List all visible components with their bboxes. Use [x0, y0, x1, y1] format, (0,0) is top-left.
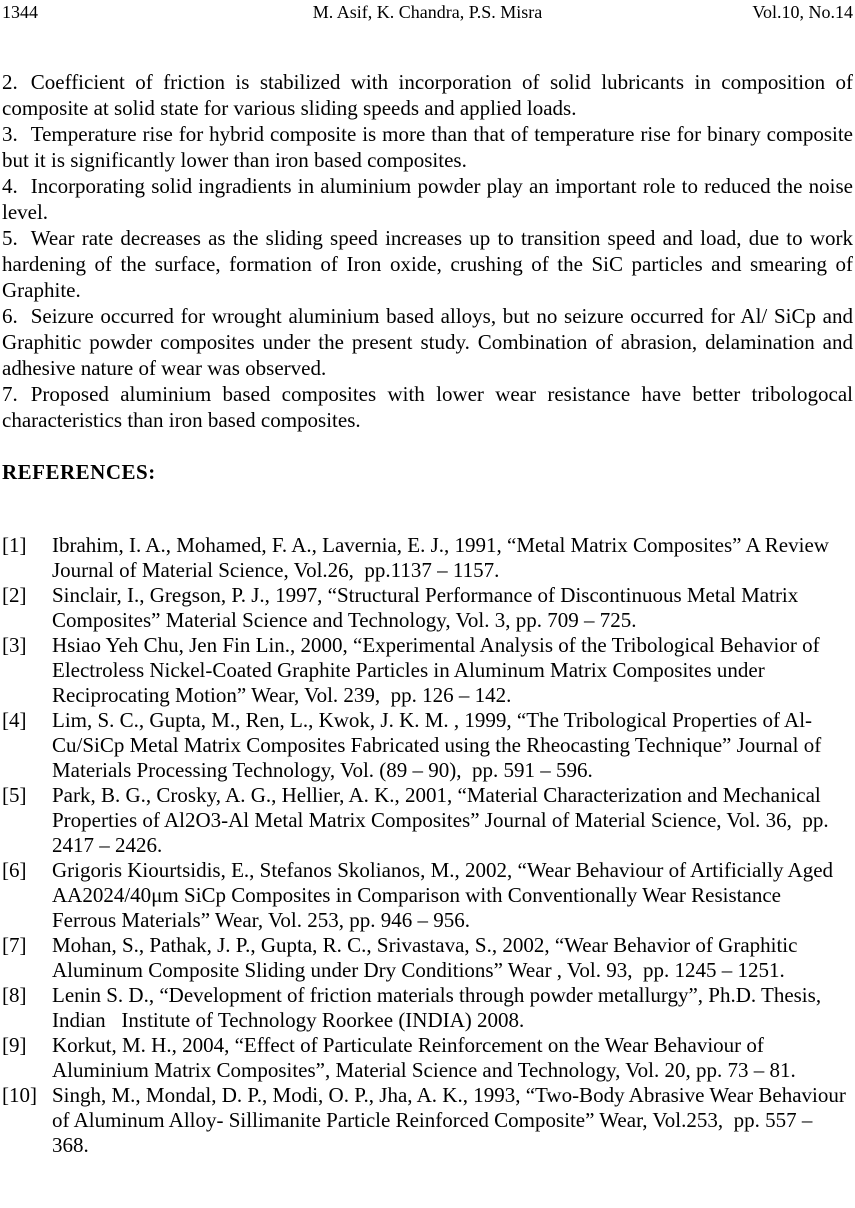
reference-text: Grigoris Kiourtsidis, E., Stefanos Skolianos, M., 2002, “Wear Behaviour of Artificially Aged AA2024/40μm SiCp Composites in Comparison with Conventionally Wear Resistance Ferrous Materials” Wear, Vol. 253, pp. 946 – 956.: [52, 858, 838, 932]
conclusion-number: 2.: [2, 70, 18, 94]
reference-marker: [2]: [2, 583, 27, 607]
reference-text: Sinclair, I., Gregson, P. J., 1997, “Structural Performance of Discontinuous Metal Matrix Composites” Material Science and Technology, Vol. 3, pp. 709 – 725.: [52, 583, 804, 632]
reference-item: [2, 708, 853, 783]
reference-item: [2, 533, 853, 583]
references-heading: REFERENCES:: [2, 460, 156, 484]
reference-text: Lenin S. D., “Development of friction materials through powder metallurgy”, Ph.D. Thesis, Indian Institute of Technology Roorkee (INDIA) 2008.: [52, 983, 827, 1032]
conclusion-number: 3.: [2, 122, 18, 146]
header-authors: M. Asif, K. Chandra, P.S. Misra: [312, 2, 543, 22]
reference-item: [2, 633, 853, 708]
conclusion-item: [2, 173, 853, 225]
references-list: [2, 533, 853, 1158]
conclusion-number: 6.: [2, 304, 18, 328]
reference-item: [2, 858, 853, 933]
reference-marker: [4]: [2, 708, 27, 732]
conclusion-text: Coefficient of friction is stabilized with incorporation of solid lubricants in composition of composite at solid state for various sliding speeds and applied loads.: [2, 70, 853, 120]
reference-item: [2, 933, 853, 983]
conclusion-text: Wear rate decreases as the sliding speed increases up to transition speed and load, due to work hardening of the surface, formation of Iron oxide, crushing of the SiC particles and smearing of Graphite.: [2, 226, 853, 302]
reference-text: Hsiao Yeh Chu, Jen Fin Lin., 2000, “Experimental Analysis of the Tribological Behavior of Electroless Nickel-Coated Graphite Particles in Aluminum Matrix Composites under Reciprocating Motion” Wear, Vol. 239, pp. 126 – 142.: [52, 633, 825, 707]
conclusion-number: 5.: [2, 226, 18, 250]
header-volume-issue: Vol.10, No.14: [752, 2, 854, 22]
conclusion-item: [2, 121, 853, 173]
reference-marker: [7]: [2, 933, 27, 957]
reference-text: Korkut, M. H., 2004, “Effect of Particulate Reinforcement on the Wear Behaviour of Aluminium Matrix Composites”, Material Science and Technology, Vol. 20, pp. 73 – 81.: [52, 1033, 796, 1082]
reference-marker: [10]: [2, 1083, 37, 1107]
header-page-number: 1344: [2, 2, 38, 22]
page-header: [2, 2, 853, 23]
reference-marker: [1]: [2, 533, 27, 557]
conclusion-text: Seizure occurred for wrought aluminium based alloys, but no seizure occurred for Al/ SiCp and Graphitic powder composites under the present study. Combination of abrasion, delamination and adhesive nature of wear was observed.: [2, 304, 853, 380]
conclusion-text: Incorporating solid ingradients in aluminium powder play an important role to reduced the noise level.: [2, 174, 853, 224]
conclusion-item: [2, 225, 853, 303]
reference-item: [2, 783, 853, 858]
reference-marker: [5]: [2, 783, 27, 807]
conclusion-number: 7.: [2, 382, 18, 406]
page-body: [2, 69, 853, 1158]
reference-marker: [9]: [2, 1033, 27, 1057]
reference-text: Ibrahim, I. A., Mohamed, F. A., Lavernia, E. J., 1991, “Metal Matrix Composites” A Review Journal of Material Science, Vol.26, pp.1137 – 1157.: [52, 533, 835, 582]
reference-text: Lim, S. C., Gupta, M., Ren, L., Kwok, J. K. M. , 1999, “The Tribological Properties of Al-Cu/SiCp Metal Matrix Composites Fabricated using the Rheocasting Technique” Journal of Materials Processing Technology, Vol. (89 – 90), pp. 591 – 596.: [52, 708, 827, 782]
conclusion-text: Proposed aluminium based composites with lower wear resistance have better tribologocal characteristics than iron based composites.: [2, 382, 853, 432]
conclusion-item: [2, 303, 853, 381]
conclusion-item: [2, 381, 853, 433]
reference-marker: [6]: [2, 858, 27, 882]
conclusion-number: 4.: [2, 174, 18, 198]
reference-item: [2, 1083, 853, 1158]
reference-text: Park, B. G., Crosky, A. G., Hellier, A. K., 2001, “Material Characterization and Mechanical Properties of Al2O3-Al Metal Matrix Composites” Journal of Material Science, Vol. 36, pp. 2417 – 2426.: [52, 783, 834, 857]
reference-item: [2, 983, 853, 1033]
conclusion-item: [2, 69, 853, 121]
reference-item: [2, 583, 853, 633]
reference-text: Singh, M., Mondal, D. P., Modi, O. P., Jha, A. K., 1993, “Two-Body Abrasive Wear Behaviour of Aluminum Alloy- Sillimanite Particle Reinforced Composite” Wear, Vol.253, pp. 557 – 368.: [52, 1083, 852, 1157]
reference-marker: [3]: [2, 633, 27, 657]
reference-marker: [8]: [2, 983, 27, 1007]
conclusions-list: [2, 69, 853, 433]
reference-text: Mohan, S., Pathak, J. P., Gupta, R. C., Srivastava, S., 2002, “Wear Behavior of Graphitic Aluminum Composite Sliding under Dry Conditions” Wear , Vol. 93, pp. 1245 – 1251.: [52, 933, 802, 982]
conclusion-text: Temperature rise for hybrid composite is more than that of temperature rise for binary composite but it is significantly lower than iron based composites.: [2, 122, 853, 172]
reference-item: [2, 1033, 853, 1083]
